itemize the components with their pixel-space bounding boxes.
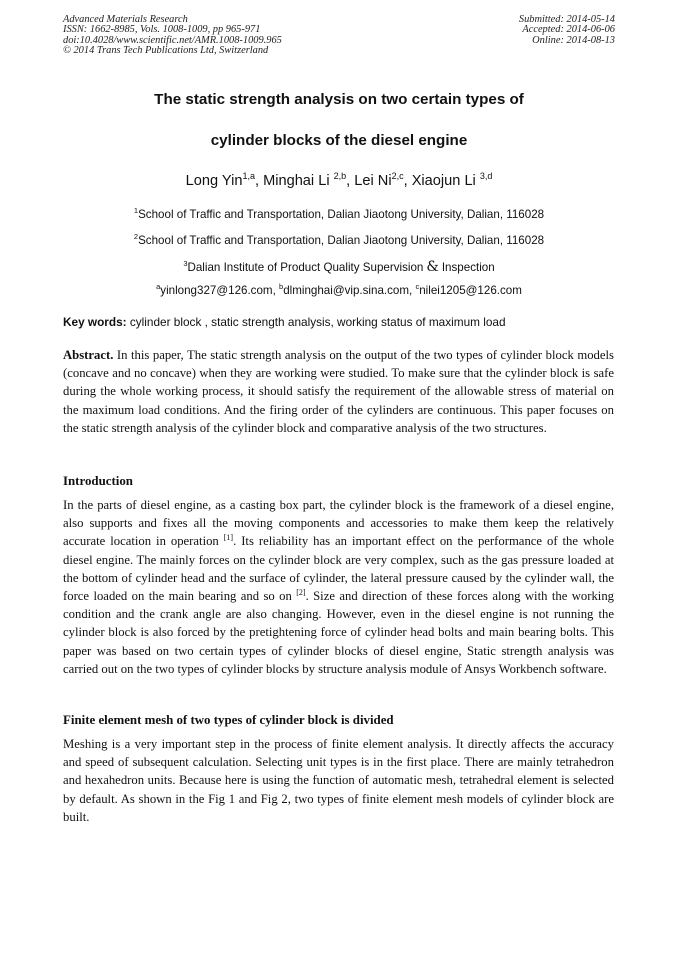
author-affiliation-mark: 1,a: [242, 171, 255, 181]
journal-issn: ISSN: 1662-8985, Vols. 1008-1009, pp 965-971: [63, 24, 261, 36]
affiliation-text: School of Traffic and Transportation, Dalian Jiaotong University, Dalian, 116028: [138, 234, 545, 247]
journal-doi: doi:10.4028/www.scientific.net/AMR.1008-1009.965: [63, 34, 282, 46]
author-name: Xiaojun Li: [411, 173, 480, 189]
email-mark: a: [156, 282, 161, 291]
abstract-text: In this paper, The static strength analysis on the output of the two types of cylinder block models (concave and no concave) when they are working were studied. To make sure that the cylinder block is safe during the whole working process, it should satisfy the requirement of the allowable stress of material on the maximum load conditions. And the firing order of the cylinders are continuous. This paper focuses on the static strength analysis of the cylinder block and comparative analysis of the two structures.: [63, 348, 614, 435]
journal-name: Advanced Materials Research: [63, 14, 188, 25]
email-link[interactable]: yinlong327@126.com,: [160, 284, 280, 297]
paragraph-text: . Size and direction of these forces along with the working condition and the crank angle are also changing. However, even in the diesel engine is not running the cylinder block is also forced by the pretightening force of cylinder head bolts and main bearing bolts. This paper was based on two certain types of cylinder blocks of diesel engine, Static strength analysis was carried out on the two types of cylinder blocks by structure analysis module of Ansys Workbench software.: [63, 589, 615, 676]
introduction-heading: Introduction: [63, 474, 133, 488]
affiliation-text: Dalian Institute of Product Quality Supervision: [187, 261, 424, 274]
abstract-label: Abstract.: [63, 348, 114, 362]
author-emails: [40, 284, 638, 297]
author-name: Minghai Li: [263, 173, 334, 189]
author-list: [40, 173, 638, 189]
journal-copyright: © 2014 Trans Tech Publications Ltd, Switzerland: [63, 45, 269, 57]
affiliation-text: Inspection: [441, 261, 495, 274]
paragraph-text: In the parts of diesel engine, as a casting box part, the cylinder block is the framework of a diesel engine, also supports and fixes all the moving components and accessories to make them keep the relatively accurate location in operation: [63, 498, 614, 549]
author-separator: ,: [346, 173, 355, 189]
email-link[interactable]: dlminghai@vip.sina.com,: [283, 284, 416, 297]
citation-ref[interactable]: [2]: [296, 588, 306, 598]
affiliation-mark: 1: [133, 206, 139, 215]
keywords: [63, 315, 623, 329]
ampersand: &: [426, 259, 439, 275]
affiliation-mark: 2: [133, 232, 139, 241]
author-affiliation-mark: 2,b: [333, 171, 347, 181]
author-affiliation-mark: 3,d: [479, 171, 493, 181]
mesh-section-heading: Finite element mesh of two types of cylinder block is divided: [63, 713, 394, 727]
affiliation-3: [40, 259, 638, 275]
paper-title-line-2: cylinder blocks of the diesel engine: [210, 132, 468, 149]
email-mark: b: [279, 282, 284, 291]
author-name: Long Yin: [185, 173, 243, 189]
mesh-section-paragraph: Meshing is a very important step in the process of finite element analysis. It directly affects the accuracy and speed of subsequent calculation. Selecting unit types is in the first place. There are mainly tetrahedron and hexahedron units. Because here is using the function of automatic mesh, tetrahedral element is selected by default. As shown in the Fig 1 and Fig 2, two types of finite element mesh models of cylinder block are built.: [63, 737, 614, 824]
abstract-paragraph: [63, 346, 614, 437]
email-link[interactable]: nilei1205@126.com: [419, 284, 522, 297]
submitted-date: Submitted: 2014-05-14: [518, 14, 615, 25]
submission-dates: [519, 15, 615, 46]
keywords-label: Key words:: [63, 315, 127, 329]
affiliation-1: [40, 208, 638, 221]
online-date: Online: 2014-08-13: [532, 34, 615, 46]
affiliation-text: School of Traffic and Transportation, Dalian Jiaotong University, Dalian, 116028: [138, 208, 545, 221]
accepted-date: Accepted: 2014-06-06: [522, 24, 615, 36]
email-mark: c: [415, 282, 420, 291]
keywords-text: cylinder block , static strength analysis, working status of maximum load: [126, 315, 506, 329]
journal-info: [63, 15, 282, 57]
author-separator: ,: [254, 173, 264, 189]
affiliation-mark: 3: [183, 259, 188, 268]
author-separator: ,: [403, 173, 412, 189]
introduction-paragraph: [63, 496, 614, 678]
paragraph-text: . Its reliability has an important effect on the performance of the whole diesel engine. The mainly forces on the cylinder block are very complex, such as the gas pressure loaded at the bottom of cylinder head and the surface of cylinder, the lateral pressure caused by the cylinder wall, the force loaded on the main bearing and so on: [63, 534, 615, 604]
author-affiliation-mark: 2,c: [391, 171, 404, 181]
paper-title-line-1: The static strength analysis on two certain types of: [154, 91, 524, 108]
citation-ref[interactable]: [1]: [223, 533, 234, 543]
affiliation-2: [40, 234, 638, 247]
author-name: Lei Ni: [354, 173, 392, 189]
